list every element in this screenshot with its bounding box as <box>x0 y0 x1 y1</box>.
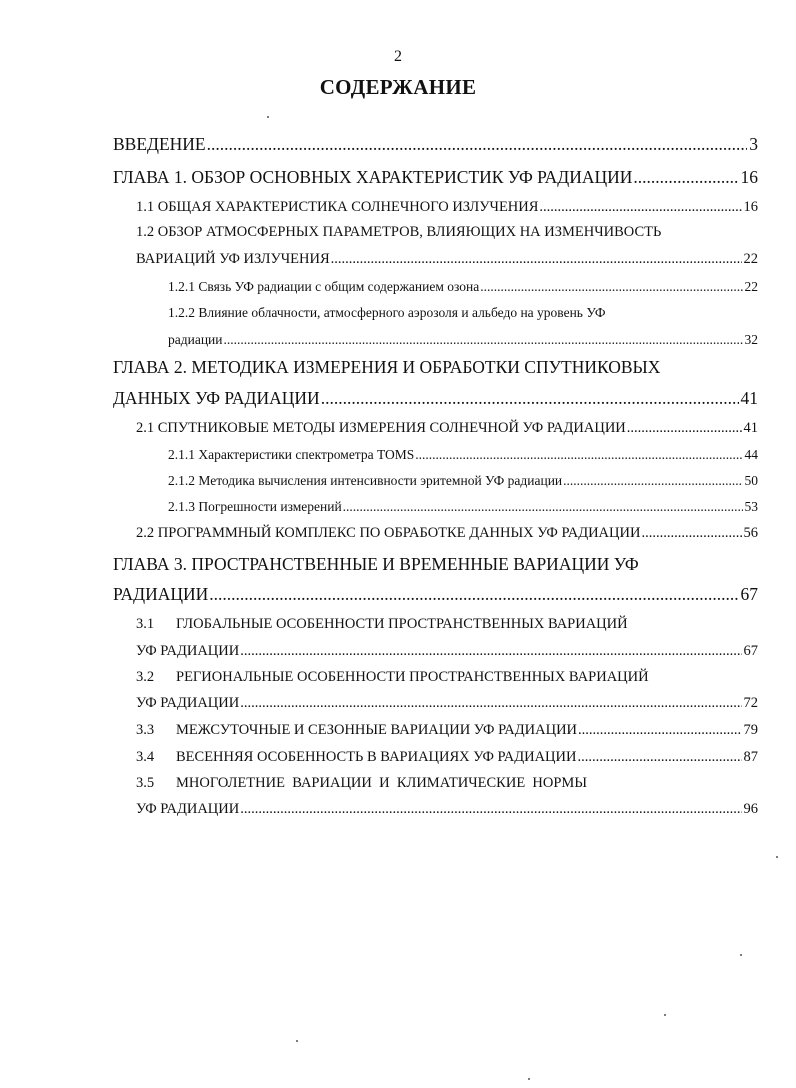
toc-entry-text: 2.1.2 Методика вычисления интенсивности эритемной УФ радиации <box>168 473 563 488</box>
toc-entry-page: 41 <box>740 388 758 408</box>
dot-leader <box>627 420 742 437</box>
toc-entry-text: 1.1 ОБЩАЯ ХАРАКТЕРИСТИКА СОЛНЕЧНОГО ИЗЛУЧЕНИЯ <box>136 199 539 215</box>
toc-entry-text: ГЛОБАЛЬНЫЕ ОСОБЕННОСТИ ПРОСТРАНСТВЕННЫХ ВАРИАЦИЙ <box>176 616 628 632</box>
section-number: 3.4 <box>136 749 155 765</box>
toc-entry-page: 79 <box>743 722 758 738</box>
toc-entry-page: 87 <box>743 749 758 765</box>
toc-entry-chapter-2[interactable] <box>113 388 758 409</box>
dot-leader <box>321 388 739 409</box>
toc-entry-intro[interactable] <box>113 134 758 155</box>
dot-leader <box>331 251 742 268</box>
toc-entry-3-4[interactable] <box>136 749 758 766</box>
toc-entry-page: 16 <box>740 167 758 187</box>
toc-entry-page: 53 <box>744 499 758 514</box>
toc-entry-text <box>136 749 576 766</box>
toc-title: СОДЕРЖАНИЕ <box>319 75 477 99</box>
toc-entry-label: МЕЖСУТОЧНЫЕ И СЕЗОННЫЕ ВАРИАЦИИ УФ РАДИАЦИИ <box>176 722 578 738</box>
toc-entry-page: 56 <box>743 525 758 541</box>
toc-entry-2-1[interactable] <box>136 420 758 437</box>
toc-entry-text: ВВЕДЕНИЕ <box>113 134 206 154</box>
toc-entry-1-2[interactable] <box>136 251 758 268</box>
toc-entry-text: ДАННЫХ УФ РАДИАЦИИ <box>113 388 320 408</box>
dot-leader <box>563 473 742 489</box>
section-number: 3.2 <box>136 669 155 685</box>
section-number: 3.3 <box>136 722 155 738</box>
toc-entry-2-2[interactable] <box>136 525 758 542</box>
toc-entry-page: 3 <box>749 134 758 154</box>
toc-entry-text: ВАРИАЦИЙ УФ ИЗЛУЧЕНИЯ <box>136 251 330 267</box>
toc-entry-text: 2.1.1 Характеристики спектрометра TOMS <box>168 447 415 462</box>
scan-speck <box>740 954 742 956</box>
scan-speck <box>296 1040 298 1042</box>
toc-entry-page: 67 <box>740 584 758 604</box>
toc-entry-chapter-2-line1[interactable]: ГЛАВА 2. МЕТОДИКА ИЗМЕРЕНИЯ И ОБРАБОТКИ СПУТНИКОВЫХ <box>113 357 661 377</box>
dot-leader <box>539 199 741 216</box>
scan-speck <box>267 116 269 118</box>
toc-entry-1-2-line1[interactable]: 1.2 ОБЗОР АТМОСФЕРНЫХ ПАРАМЕТРОВ, ВЛИЯЮЩИХ НА ИЗМЕНЧИВОСТЬ <box>136 224 662 240</box>
toc-entry-3-5[interactable] <box>136 801 758 818</box>
dot-leader <box>641 525 741 542</box>
toc-entry-3-5-line1[interactable] <box>136 775 587 792</box>
toc-entry-3-1[interactable] <box>136 643 758 660</box>
toc-entry-text: УФ РАДИАЦИИ <box>136 695 240 711</box>
toc-entry-text: МНОГОЛЕТНИЕ ВАРИАЦИИ И КЛИМАТИЧЕСКИЕ НОРМЫ <box>176 775 587 791</box>
dot-leader <box>578 722 741 739</box>
toc-entry-1-1[interactable] <box>136 199 758 216</box>
toc-entry-page: 67 <box>743 643 758 659</box>
page-number: 2 <box>394 48 402 65</box>
dot-leader <box>207 134 748 155</box>
toc-entry-chapter-1[interactable] <box>113 167 758 188</box>
toc-entry-text <box>136 722 577 739</box>
dot-leader <box>480 279 742 295</box>
toc-entry-text: 1.2.1 Связь УФ радиации с общим содержанием озона <box>168 279 480 294</box>
toc-entry-text: РЕГИОНАЛЬНЫЕ ОСОБЕННОСТИ ПРОСТРАНСТВЕННЫХ ВАРИАЦИЙ <box>176 669 649 685</box>
toc-entry-page: 44 <box>744 447 758 462</box>
dot-leader <box>240 695 741 712</box>
toc-entry-chapter-3-line1[interactable]: ГЛАВА 3. ПРОСТРАНСТВЕННЫЕ И ВРЕМЕННЫЕ ВАРИАЦИИ УФ <box>113 554 639 574</box>
toc-entry-page: 22 <box>743 251 758 267</box>
dot-leader <box>224 332 743 348</box>
toc-entry-text: УФ РАДИАЦИИ <box>136 801 240 817</box>
toc-entry-page: 41 <box>743 420 758 436</box>
section-number: 3.5 <box>136 775 155 791</box>
toc-entry-page: 96 <box>743 801 758 817</box>
toc-entry-page: 16 <box>743 199 758 215</box>
toc-entry-1-2-2[interactable] <box>168 332 758 348</box>
dot-leader <box>240 643 741 660</box>
toc-entry-page: 22 <box>744 279 758 294</box>
toc-entry-page: 32 <box>744 332 758 347</box>
scan-speck <box>528 1078 530 1080</box>
toc-entry-text: УФ РАДИАЦИИ <box>136 643 240 659</box>
toc-entry-2-1-3[interactable] <box>168 499 758 515</box>
toc-entry-3-2-line1[interactable] <box>136 669 649 686</box>
toc-entry-3-3[interactable] <box>136 722 758 739</box>
section-number: 3.1 <box>136 616 155 632</box>
toc-entry-text: 2.2 ПРОГРАММНЫЙ КОМПЛЕКС ПО ОБРАБОТКЕ ДАННЫХ УФ РАДИАЦИИ <box>136 525 641 541</box>
toc-entry-1-2-1[interactable] <box>168 279 758 295</box>
dot-leader <box>209 584 738 605</box>
scan-speck <box>664 1014 666 1016</box>
toc-entry-text: 2.1.3 Погрешности измерений <box>168 499 342 514</box>
toc-entry-text: ГЛАВА 1. ОБЗОР ОСНОВНЫХ ХАРАКТЕРИСТИК УФ РАДИАЦИИ <box>113 167 633 187</box>
toc-entry-text: 2.1 СПУТНИКОВЫЕ МЕТОДЫ ИЗМЕРЕНИЯ СОЛНЕЧНОЙ УФ РАДИАЦИИ <box>136 420 626 436</box>
dot-leader <box>415 447 742 463</box>
dot-leader <box>343 499 743 515</box>
toc-entry-page: 50 <box>744 473 758 488</box>
toc-entry-text: радиации <box>168 332 223 347</box>
toc-entry-2-1-2[interactable] <box>168 473 758 489</box>
toc-entry-chapter-3[interactable] <box>113 584 758 605</box>
toc-entry-label: ВЕСЕННЯЯ ОСОБЕННОСТЬ В ВАРИАЦИЯХ УФ РАДИАЦИИ <box>176 749 577 765</box>
toc-entry-3-2[interactable] <box>136 695 758 712</box>
scan-speck <box>776 856 778 858</box>
toc-entry-1-2-2-line1[interactable]: 1.2.2 Влияние облачности, атмосферного аэрозоля и альбедо на уровень УФ <box>168 305 606 320</box>
dot-leader <box>240 801 741 818</box>
dot-leader <box>633 167 738 188</box>
toc-entry-3-1-line1[interactable] <box>136 616 628 633</box>
toc-entry-text: РАДИАЦИИ <box>113 584 209 604</box>
toc-entry-2-1-1[interactable] <box>168 447 758 463</box>
dot-leader <box>577 749 741 766</box>
toc-entry-page: 72 <box>743 695 758 711</box>
